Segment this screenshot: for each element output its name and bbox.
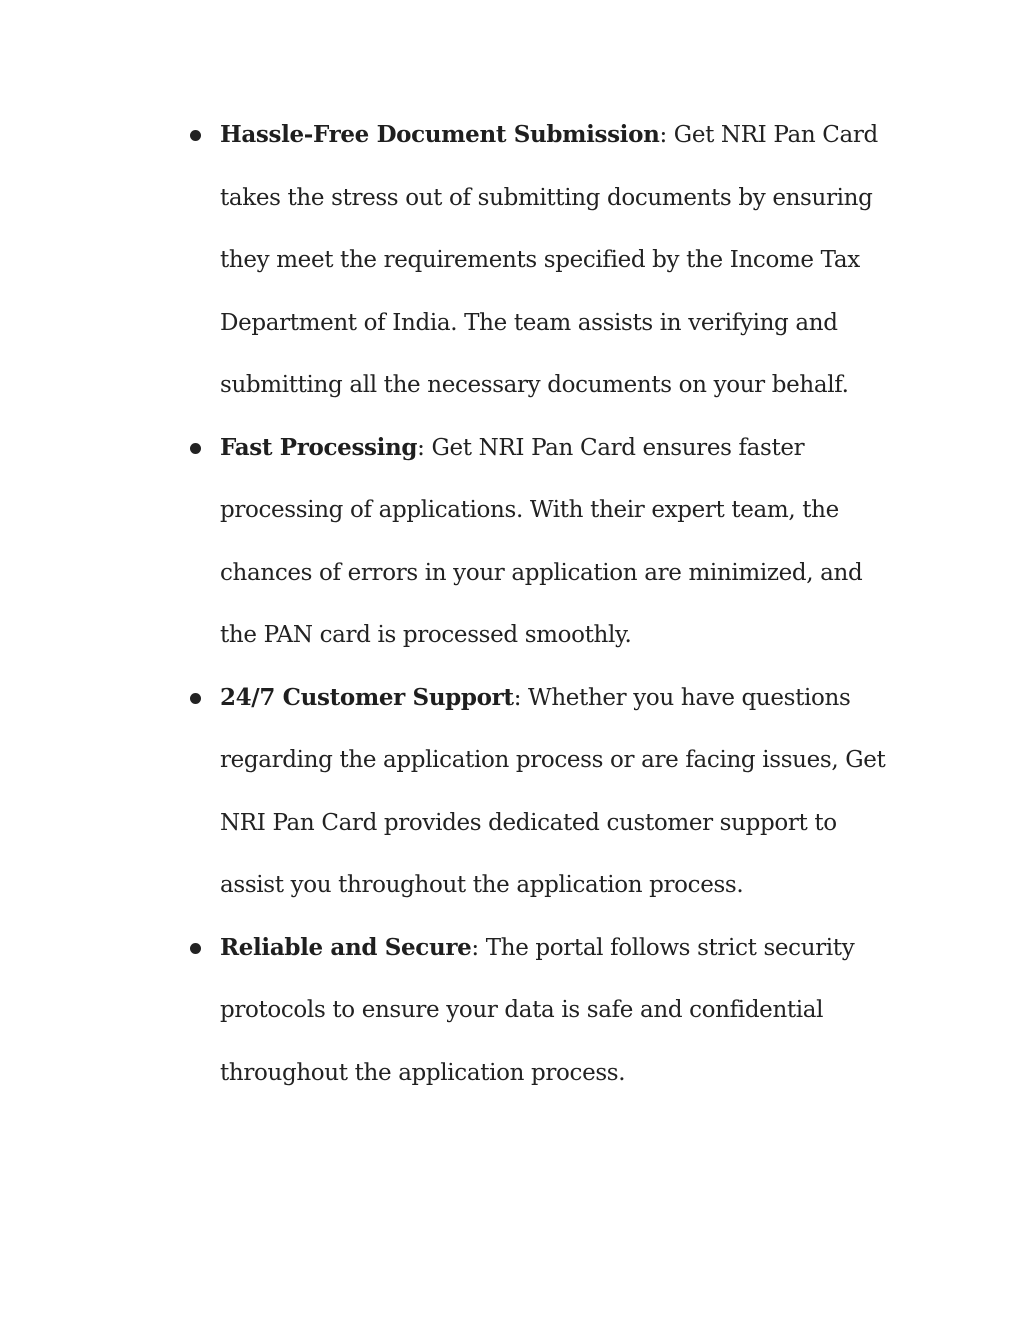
list-item-heading: Hassle-Free Document Submission [220,121,660,148]
list-item-heading: Fast Processing [220,433,418,461]
feature-bullet-list [187,104,897,1104]
list-item-heading: 24/7 Customer Support [220,683,514,711]
list-item-text: : Get NRI Pan Card ensures faster processing of applications. With their expert team, the chances of errors in your application are minimized, and the PAN card is processed smoothly. [220,434,863,648]
list-item-text: : Get NRI Pan Card takes the stress out of submitting documents by ensuring they meet the requirements specified by the Income Tax Department of India. The team assists in verifying and submitting all the necessary documents on your behalf. [220,122,878,398]
list-item [187,104,897,417]
bullet-icon [190,943,201,954]
bullet-icon [190,130,201,141]
bullet-icon [190,443,201,454]
list-item-text: : Whether you have questions regarding the application process or are facing issues, Get NRI Pan Card provides dedicated customer support to assist you throughout the application process. [220,684,886,898]
list-item [187,417,897,667]
list-item [187,667,897,917]
list-item-text: : The portal follows strict security protocols to ensure your data is safe and confidential throughout the application process. [220,934,855,1086]
list-item-heading: Reliable and Secure [220,933,472,961]
list-item [187,917,897,1105]
bullet-icon [190,693,201,704]
